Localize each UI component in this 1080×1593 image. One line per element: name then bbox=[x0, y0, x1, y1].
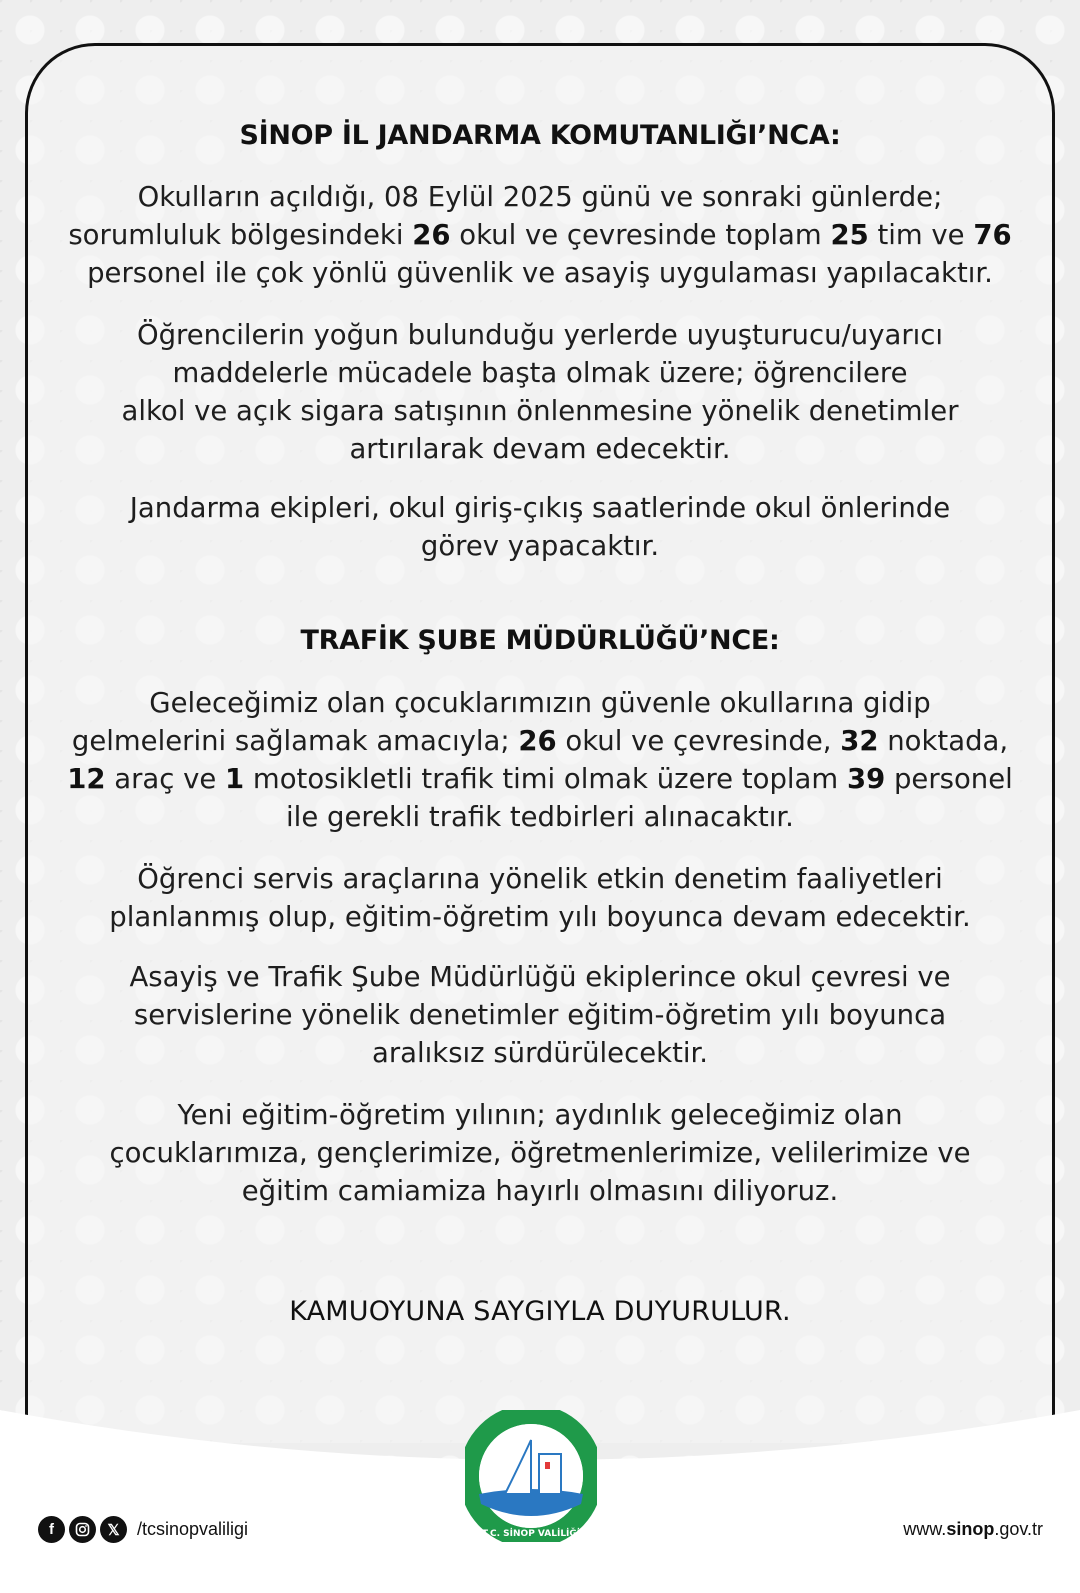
sinop-valiligi-logo bbox=[465, 1410, 597, 1542]
paragraph-jandarma-2: Öğrencilerin yoğun bulunduğu yerlerde uyuşturucu/uyarıcı maddelerle mücadele başta olmak üzere; öğrencilere alkol ve açık sigara satışının önlenmesine yönelik denetimler artırılarak devam edecektir. bbox=[121, 319, 959, 465]
paragraph-jandarma-3: Jandarma ekipleri, okul giriş-çıkış saatlerinde okul önlerinde görev yapacaktır. bbox=[129, 492, 951, 562]
social-links bbox=[38, 1516, 248, 1543]
x-icon[interactable]: 𝕏 bbox=[100, 1516, 127, 1543]
svg-text:T.C. SİNOP VALİLİĞİ: T.C. SİNOP VALİLİĞİ bbox=[481, 1529, 581, 1539]
section-heading-trafik: TRAFİK ŞUBE MÜDÜRLÜĞÜ’NCE: bbox=[300, 625, 780, 656]
instagram-icon[interactable] bbox=[69, 1516, 96, 1543]
paragraph-trafik-4: Yeni eğitim-öğretim yılının; aydınlık geleceğimiz olan çocuklarımıza, gençlerimize, öğretmenlerimize, velilerimize ve eğitim camiamiza hayırlı olmasını diliyoruz. bbox=[109, 1099, 971, 1207]
paragraph-jandarma-1: Okulların açıldığı, 08 Eylül 2025 günü ve sonraki günlerde; sorumluluk bölgesindeki 26 okul ve çevresinde toplam 25 tim ve 76 personel ile çok yönlü güvenlik ve asayiş uygulaması yapılacaktır. bbox=[68, 181, 1012, 289]
paragraph-trafik-2: Öğrenci servis araçlarına yönelik etkin denetim faaliyetleri planlanmış olup, eğitim-öğretim yılı boyunca devam edecektir. bbox=[109, 863, 971, 933]
section-heading-jandarma: SİNOP İL JANDARMA KOMUTANLIĞI’NCA: bbox=[239, 120, 841, 151]
closing-statement: KAMUOYUNA SAYGIYLA DUYURULUR. bbox=[289, 1296, 791, 1327]
social-handle[interactable]: /tcsinopvaliligi bbox=[137, 1519, 249, 1539]
paragraph-trafik-3: Asayiş ve Trafik Şube Müdürlüğü ekiplerince okul çevresi ve servislerine yönelik denetimler eğitim-öğretim yılı boyunca aralıksız sürdürülecektir. bbox=[129, 961, 951, 1069]
paragraph-trafik-1: Geleceğimiz olan çocuklarımızın güvenle okullarına gidip gelmelerini sağlamak amacıyla; 26 okul ve çevresinde, 32 noktada, 12 araç ve 1 motosikletli trafik timi olmak üzere toplam 39 personel ile gerekli trafik tedbirleri alınacaktır. bbox=[67, 687, 1013, 833]
facebook-icon[interactable]: f bbox=[38, 1516, 65, 1543]
website-link[interactable]: www.sinop.gov.tr bbox=[903, 1519, 1043, 1539]
